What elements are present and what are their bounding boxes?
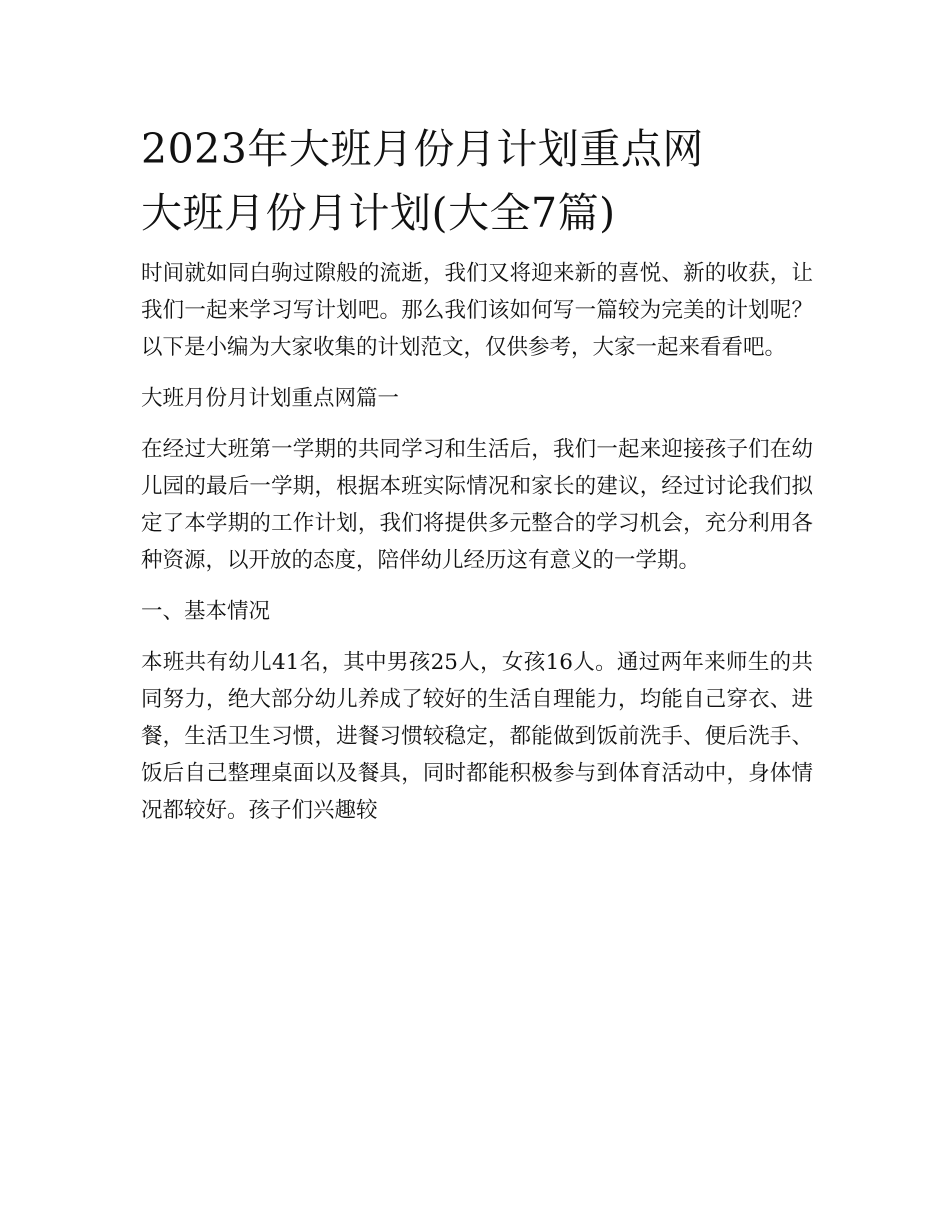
document-title: [141, 117, 813, 245]
intro-paragraph: 时间就如同白驹过隙般的流逝，我们又将迎来新的喜悦、新的收获，让我们一起来学习写计划吧。那么我们该如何写一篇较为完美的计划呢？以下是小编为大家收集的计划范文，仅供参考，大家一起来看看吧。: [141, 261, 813, 360]
section-heading-basic-situation: 一、基本情况: [141, 599, 271, 624]
document-page: [141, 117, 813, 843]
body-paragraph: 在经过大班第一学期的共同学习和生活后，我们一起来迎接孩子们在幼儿园的最后一学期，根据本班实际情况和家长的建议，经过讨论我们拟定了本学期的工作计划，我们将提供多元整合的学习机会，充分利用各种资源，以开放的态度，陪伴幼儿经历这有意义的一学期。: [141, 437, 813, 573]
document-body: [141, 255, 813, 829]
section-heading-part-one: 大班月份月计划重点网篇一: [141, 386, 400, 411]
body-paragraph: 本班共有幼儿41名，其中男孩25人，女孩16人。通过两年来师生的共同努力，绝大部分幼儿养成了较好的生活自理能力，均能自己穿衣、进餐，生活卫生习惯，进餐习惯较稳定，都能做到饭前洗手、便后洗手、饭后自己整理桌面以及餐具，同时都能积极参与到体育活动中，身体情况都较好。孩子们兴趣较: [141, 650, 813, 823]
title-line-2: 大班月份月计划(大全7篇): [141, 189, 616, 237]
title-line-1: 2023年大班月份月计划重点网: [141, 125, 704, 173]
